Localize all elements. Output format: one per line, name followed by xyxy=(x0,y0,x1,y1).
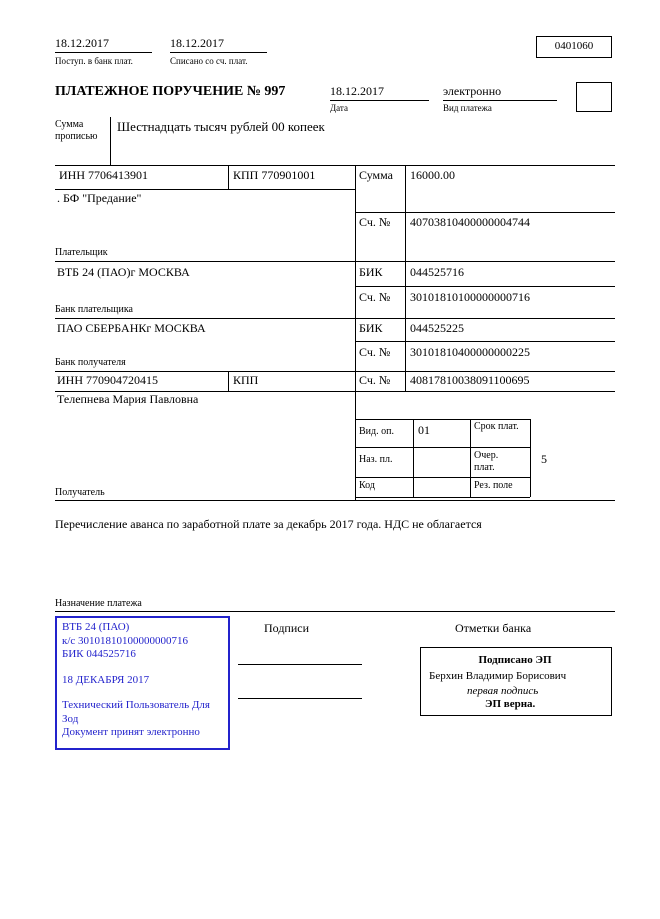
divider-line xyxy=(55,52,152,53)
payment-type: электронно xyxy=(443,84,502,98)
ocher-plat-value: 5 xyxy=(541,452,547,466)
payer-bank-section-label: Банк плательщика xyxy=(55,304,133,315)
sum-value: 16000.00 xyxy=(410,168,455,182)
bank-stamp-line: к/с 30101810100000000716 xyxy=(62,634,189,647)
bank-stamp-line: 18 ДЕКАБРЯ 2017 xyxy=(62,673,150,686)
payer-bank-bik-label: БИК xyxy=(359,265,383,279)
signatures-label: Подписи xyxy=(264,621,310,635)
table-border xyxy=(55,611,615,612)
payee-account: 40817810038091100695 xyxy=(410,373,530,387)
table-border xyxy=(355,286,615,287)
table-border xyxy=(55,165,615,166)
ep-kind: первая подпись xyxy=(467,685,539,697)
ep-stamp-box xyxy=(420,647,612,716)
document-title: ПЛАТЕЖНОЕ ПОРУЧЕНИЕ № 997 xyxy=(55,84,286,99)
vid-op-value: 01 xyxy=(418,423,430,437)
table-border xyxy=(355,341,615,342)
table-border xyxy=(55,500,615,501)
vid-op-label: Вид. оп. xyxy=(359,426,394,437)
payee-account-label: Сч. № xyxy=(359,373,391,387)
payee-bank-account: 30101810400000000225 xyxy=(410,345,530,359)
payer-bank-name: ВТБ 24 (ПАО)г МОСКВА xyxy=(57,265,190,279)
table-border xyxy=(55,261,615,262)
received-date-label: Поступ. в банк плат. xyxy=(55,56,133,66)
payer-inn: ИНН 7706413901 xyxy=(59,168,148,182)
ep-signer: Берхин Владимир Борисович xyxy=(429,670,567,682)
payee-kpp: КПП xyxy=(233,373,259,387)
signature-line xyxy=(238,664,362,665)
payer-account: 40703810400000004744 xyxy=(410,215,530,229)
ocher-plat-label: Очер. плат. xyxy=(474,450,499,473)
table-border xyxy=(228,165,229,189)
table-border xyxy=(55,189,355,190)
table-border xyxy=(355,497,530,498)
bank-stamp-line: БИК 044525716 xyxy=(62,648,136,660)
divider-line xyxy=(330,100,429,101)
bank-stamp-line: ВТБ 24 (ПАО) xyxy=(62,621,130,633)
payee-bank-bik: 044525225 xyxy=(410,321,464,335)
bank-marks-label: Отметки банка xyxy=(455,621,532,635)
payee-bank-name: ПАО СБЕРБАНКг МОСКВА xyxy=(57,321,206,335)
table-border xyxy=(470,419,471,497)
divider-line xyxy=(443,100,557,101)
table-border xyxy=(355,419,530,420)
form-code-box xyxy=(536,36,612,58)
table-border xyxy=(405,165,406,391)
table-border xyxy=(355,165,356,500)
form-code: 0401060 xyxy=(554,40,594,52)
payer-section-label: Плательщик xyxy=(55,247,108,258)
amount-words-value: Шестнадцать тысяч рублей 00 копеек xyxy=(117,119,325,134)
bank-stamp-line: Документ принят электронно xyxy=(62,726,200,738)
sum-label: Сумма xyxy=(359,168,393,182)
rez-pole-label: Рез. поле xyxy=(474,480,513,491)
signature-line xyxy=(238,698,362,699)
debited-date: 18.12.2017 xyxy=(170,36,224,50)
payee-section-label: Получатель xyxy=(55,487,105,498)
payee-bank-account-label: Сч. № xyxy=(359,345,391,359)
table-border xyxy=(530,419,531,497)
table-border xyxy=(55,371,615,372)
ep-status: ЭП верна. xyxy=(485,698,536,710)
payee-bank-section-label: Банк получателя xyxy=(55,357,126,368)
status-box xyxy=(576,82,612,112)
table-border xyxy=(413,419,414,497)
date-label: Дата xyxy=(330,103,348,113)
payer-kpp: КПП 770901001 xyxy=(233,168,316,182)
debited-date-label: Списано со сч. плат. xyxy=(170,56,248,66)
payee-inn: ИНН 770904720415 xyxy=(57,373,158,387)
table-border xyxy=(55,318,615,319)
kod-label: Код xyxy=(359,480,375,491)
table-border xyxy=(355,212,615,213)
divider-line xyxy=(110,117,111,165)
table-border xyxy=(228,371,229,391)
table-border xyxy=(355,447,530,448)
purpose-text: Перечисление аванса по заработной плате за декабрь 2017 года. НДС не облагается xyxy=(55,517,482,531)
bank-stamp-line: Технический Пользователь Для Зод xyxy=(62,699,210,725)
table-border xyxy=(355,477,530,478)
payer-account-label: Сч. № xyxy=(359,215,391,229)
document-date: 18.12.2017 xyxy=(330,84,384,98)
payer-bank-account: 30101810100000000716 xyxy=(410,290,530,304)
payee-bank-bik-label: БИК xyxy=(359,321,383,335)
payer-bank-account-label: Сч. № xyxy=(359,290,391,304)
payer-bank-bik: 044525716 xyxy=(410,265,464,279)
ep-title: Подписано ЭП xyxy=(478,654,552,666)
amount-words-label: Сумма прописью xyxy=(55,119,98,142)
srok-plat-label: Срок плат. xyxy=(474,421,519,432)
payee-name: Телепнева Мария Павловна xyxy=(57,392,199,406)
purpose-label: Назначение платежа xyxy=(55,598,142,609)
naz-pl-label: Наз. пл. xyxy=(359,454,393,465)
received-date: 18.12.2017 xyxy=(55,36,109,50)
payer-name: . БФ "Предание" xyxy=(57,191,142,205)
payment-type-label: Вид платежа xyxy=(443,103,492,113)
divider-line xyxy=(170,52,267,53)
bank-stamp xyxy=(55,616,230,750)
